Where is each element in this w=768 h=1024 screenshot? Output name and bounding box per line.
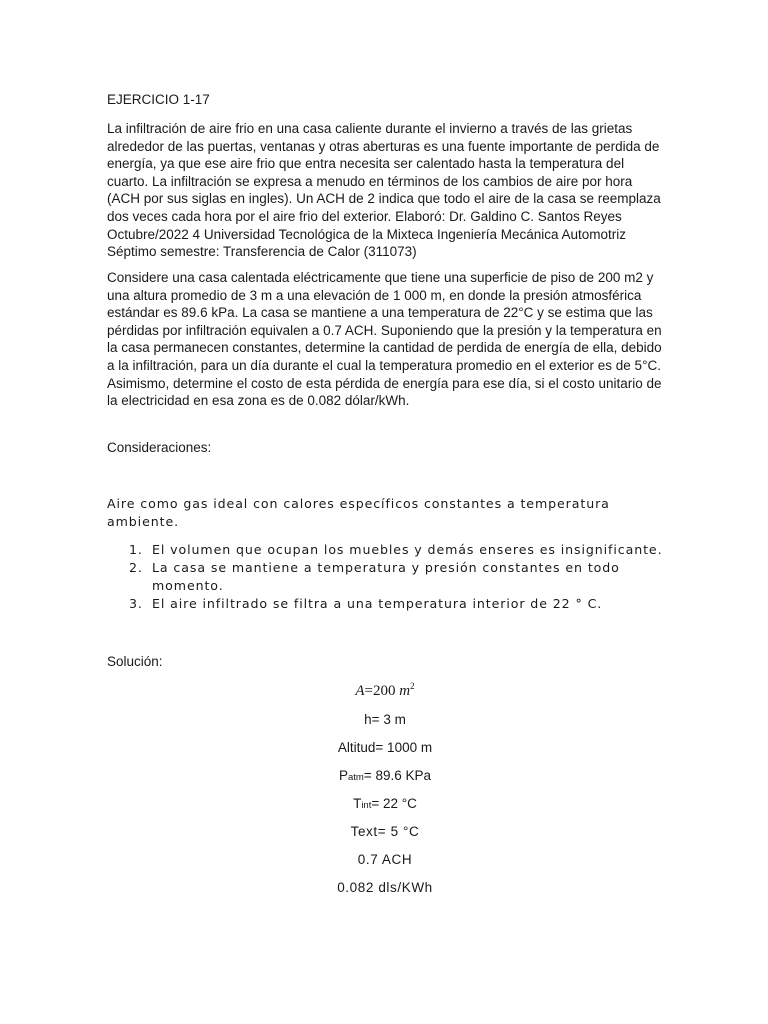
list-number: 2. [129, 560, 143, 575]
area-symbol: A [355, 683, 365, 699]
area-equals: = [364, 683, 374, 699]
exercise-title: EJERCICIO 1-17 [107, 92, 210, 107]
intro-paragraph: La infiltración de aire frio en una casa caliente durante el invierno a través de las grietas alrededor de las puertas, ventanas y otras aberturas es una fuente importante de perdida de energía, ya que ese aire frio que entra necesita ser calentado hasta la temperatura del cuarto. La infiltración se expresa a menudo en términos de los cambios de aire por hora (ACH por sus siglas en ingles). Un ACH de 2 indica que todo el aire de la casa se reemplaza dos veces cada hora por el aire frio del exterior. Elaboró: Dr. Galdino C. Santos Reyes Octubre/2022 4 Universidad Tecnológica de la Mixteca Ingeniería Mecánica Automotriz Séptimo semestre: Transferencia de Calor (311073) [107, 121, 661, 260]
solution-heading: Solución: [107, 654, 163, 669]
assumption-text: Aire como gas ideal con calores específicos constantes a temperatura ambiente. [107, 496, 610, 529]
list-item-text: El aire infiltrado se filtra a una temperatura interior de 22 ° C. [152, 596, 603, 611]
list-number: 3. [129, 596, 143, 611]
tint-value [0, 796, 768, 811]
patm-number: = 89.6 KPa [363, 768, 432, 783]
tint-number: = 22 °C [371, 796, 417, 811]
list-item [107, 559, 677, 595]
patm-subscript: atm [347, 772, 364, 783]
area-value: 200 [373, 683, 396, 699]
list-item [107, 595, 677, 613]
area-unit: m [399, 683, 411, 699]
patm-symbol: P [338, 768, 348, 783]
list-number: 1. [129, 542, 143, 557]
list-item-text: La casa se mantiene a temperatura y presión constantes en todo momento. [152, 560, 620, 593]
area-equation [0, 681, 768, 700]
text-temperature: Text= 5 °C [350, 824, 420, 839]
area-exponent: 2 [410, 681, 415, 691]
tint-symbol: T [353, 796, 362, 811]
problem-paragraph: Considere una casa calentada eléctricamente que tiene una superficie de piso de 200 m2 y una altura promedio de 3 m a una elevación de 1 000 m, en donde la presión atmosférica estándar es 89.6 kPa. La casa se mantiene a una temperatura de 22°C y se estima que las pérdidas por infiltración equivalen a 0.7 ACH. Suponiendo que la presión y la temperatura en la casa permanecen constantes, determine la cantidad de perdida de energía de ella, debido a la infiltración, para un día durante el cual la temperatura promedio en el exterior es de 5°C. Asimismo, determine el costo de esta pérdida de energía para ese día, si el costo unitario de la electricidad en esa zona es de 0.082 dólar/kWh. [107, 270, 662, 409]
considerations-heading: Consideraciones: [107, 440, 212, 455]
altitude-value: Altitud= 1000 m [337, 740, 433, 755]
tint-subscript: int [361, 800, 372, 811]
assumptions-list [107, 541, 677, 613]
list-item-text: El volumen que ocupan los muebles y demás enseres es insignificante. [152, 542, 663, 557]
height-value: h= 3 m [364, 712, 406, 727]
ach-value: 0.7 ACH [357, 852, 413, 867]
electricity-cost: 0.082 dls/KWh [337, 880, 433, 895]
patm-value [0, 768, 768, 783]
list-item [107, 541, 677, 559]
